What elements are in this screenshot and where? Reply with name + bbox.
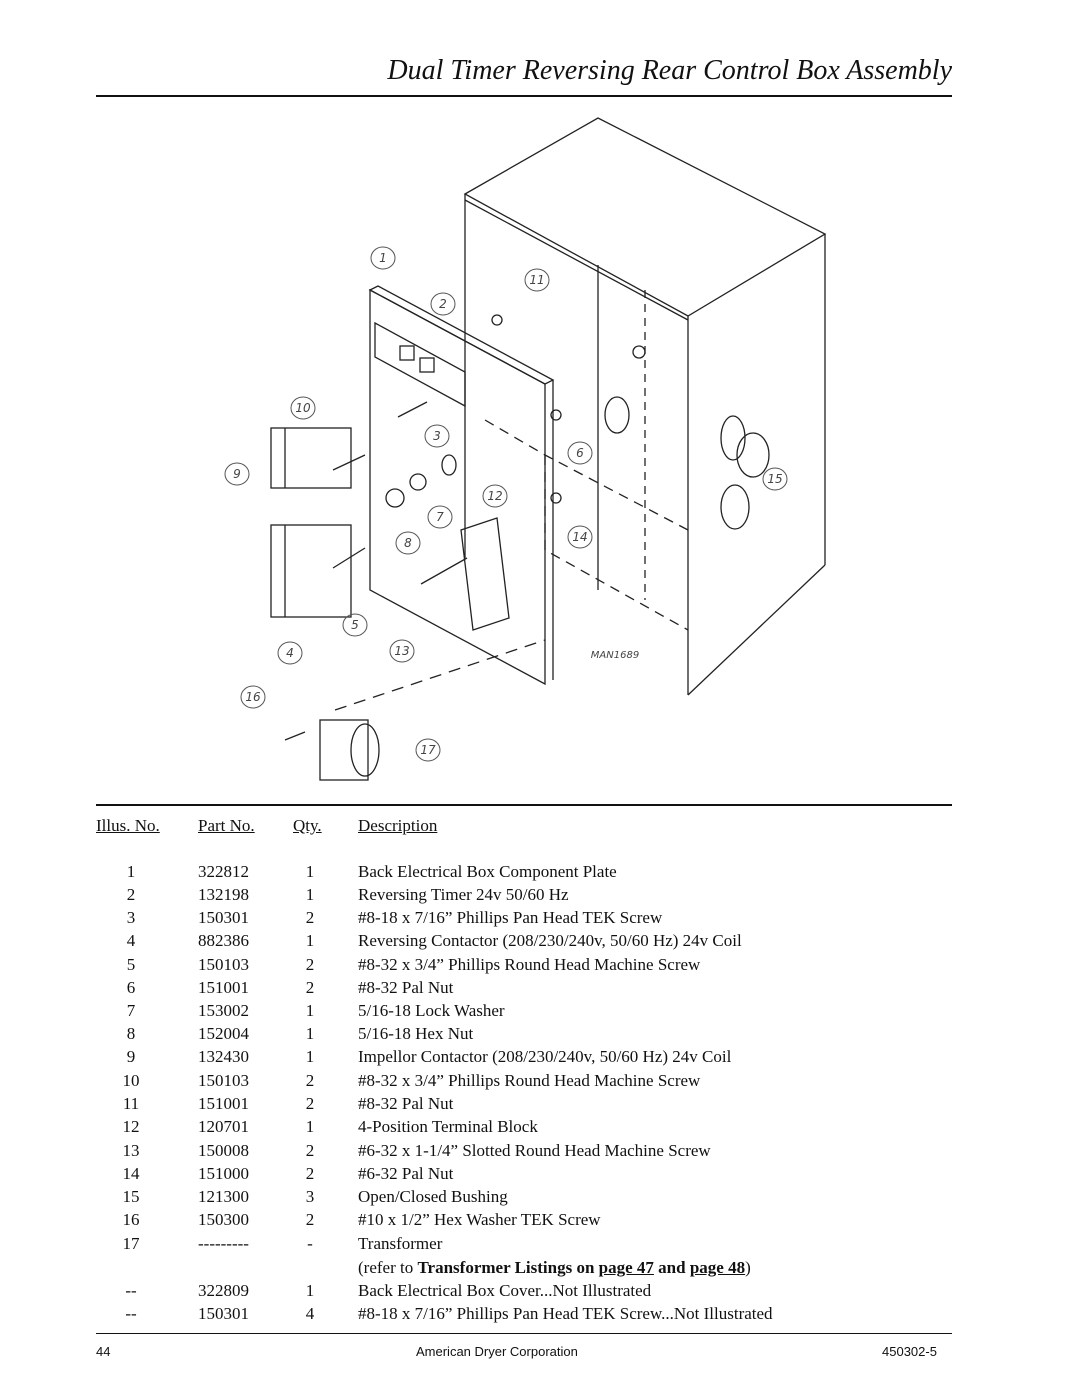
table-row: 8 152004 1 5/16-18 Hex Nut [126, 1024, 474, 1043]
table-top-rule [96, 804, 952, 806]
table-row: 15 121300 3 Open/Closed Bushing [122, 1187, 508, 1206]
callout-14: 14 [572, 530, 588, 544]
table-row: 13 150008 2 #6-32 x 1-1/4” Slotted Round Head Machine Screw [122, 1141, 711, 1160]
table-row: 14 151000 2 #6-32 Pal Nut [122, 1164, 454, 1183]
callout-2: 2 [439, 297, 447, 311]
callout-5: 5 [351, 618, 359, 632]
callout-17: 17 [420, 743, 436, 757]
table-row: 1 322812 1 Back Electrical Box Component Plate [126, 862, 617, 881]
transformer-reference-note: (refer to Transformer Listings on page 47 and page 48) [358, 1258, 751, 1277]
table-row: 17 --------- - Transformer [122, 1234, 443, 1253]
drawing-id: MAN1689 [590, 650, 640, 661]
page-48-link[interactable]: page 48 [689, 1258, 746, 1277]
header-description: Description [358, 816, 438, 835]
footer-rule [96, 1333, 952, 1334]
callout-10: 10 [295, 401, 311, 415]
page-title: Dual Timer Reversing Rear Control Box Assembly [387, 55, 952, 86]
table-row: 16 150300 2 #10 x 1/2” Hex Washer TEK Screw [122, 1210, 601, 1229]
table-row: 3 150301 2 #8-18 x 7/16” Phillips Pan Head TEK Screw [126, 908, 663, 927]
table-row: 11 151001 2 #8-32 Pal Nut [122, 1094, 454, 1113]
company-name: American Dryer Corporation [416, 1344, 578, 1359]
table-row: -- 150301 4 #8-18 x 7/16” Phillips Pan Head TEK Screw...Not Illustrated [125, 1304, 773, 1323]
title-rule [96, 95, 952, 97]
callout-13: 13 [394, 644, 410, 658]
table-row: 4 882386 1 Reversing Contactor (208/230/240v, 50/60 Hz) 24v Coil [126, 931, 742, 950]
transformer [285, 720, 379, 780]
callout-11: 11 [529, 273, 545, 287]
callout-1: 1 [379, 251, 387, 265]
callout-9: 9 [233, 467, 241, 481]
enclosure-box [465, 118, 825, 695]
document-number: 450302-5 [882, 1344, 937, 1359]
callout-15: 15 [767, 472, 783, 486]
table-row: -- 322809 1 Back Electrical Box Cover...Not Illustrated [125, 1281, 652, 1300]
table-row: 9 132430 1 Impellor Contactor (208/230/240v, 50/60 Hz) 24v Coil [126, 1047, 732, 1066]
table-row: 12 120701 1 4-Position Terminal Block [122, 1117, 538, 1136]
callout-16: 16 [245, 690, 261, 704]
callout-7: 7 [436, 510, 444, 524]
header-qty: Qty. [293, 816, 322, 835]
header-illus-no: Illus. No. [96, 816, 160, 835]
callout-12: 12 [487, 489, 503, 503]
callout-8: 8 [404, 536, 412, 550]
table-row: 10 150103 2 #8-32 x 3/4” Phillips Round Head Machine Screw [122, 1071, 701, 1090]
callout-6: 6 [576, 446, 584, 460]
page-47-link[interactable]: page 47 [598, 1258, 654, 1277]
table-row: 2 132198 1 Reversing Timer 24v 50/60 Hz [126, 885, 569, 904]
callout-3: 3 [433, 429, 441, 443]
callout-bubbles [225, 247, 787, 761]
callout-4: 4 [286, 646, 294, 660]
exploded-diagram [215, 110, 855, 800]
table-row: 5 150103 2 #8-32 x 3/4” Phillips Round Head Machine Screw [126, 955, 701, 974]
page-number: 44 [96, 1344, 111, 1359]
header-part-no: Part No. [198, 816, 255, 835]
component-plate [271, 286, 553, 710]
table-row: 7 153002 1 5/16-18 Lock Washer [126, 1001, 505, 1020]
table-row: 6 151001 2 #8-32 Pal Nut [126, 978, 454, 997]
